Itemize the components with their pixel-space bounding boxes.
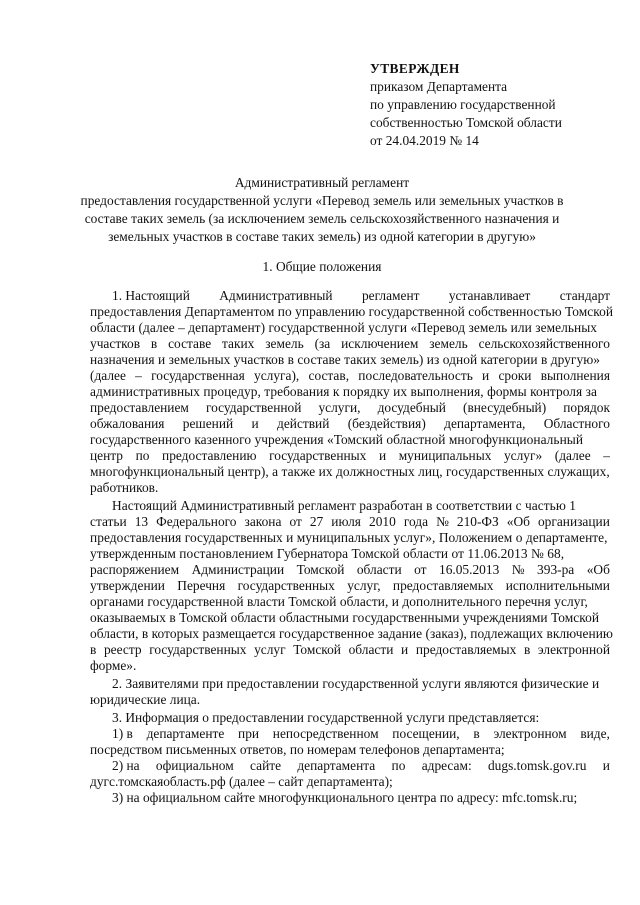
text-segment: адресам: — [421, 758, 472, 773]
text-segment: утвержденным постановлением Губернатора Томской области от 11.06.2013 № 68, — [90, 546, 565, 561]
text-line — [90, 626, 613, 642]
text-segment: государственных — [269, 448, 367, 463]
document-body — [90, 288, 614, 806]
text-line — [90, 726, 610, 742]
text-segment: последовательность — [358, 368, 473, 383]
text-segment: досудебный — [377, 400, 446, 415]
approval-line-2: по управлению государственной — [370, 97, 556, 112]
text-line — [90, 578, 610, 594]
text-segment: 27 — [309, 514, 324, 529]
text-segment: и — [602, 758, 610, 773]
text-segment: сроки — [498, 368, 532, 383]
text-segment: – — [603, 448, 610, 463]
text-segment: электронном — [493, 726, 567, 741]
document-title: Административный регламент — [234, 175, 410, 190]
document-subtitle — [70, 192, 574, 246]
text-segment: Федерального — [156, 514, 237, 529]
text-segment: при — [238, 726, 260, 741]
text-segment: «Об — [586, 562, 610, 577]
text-segment: области, в которых размещается государственное задание (заказ), подлежащих включению — [90, 626, 613, 641]
text-segment: исключением — [341, 336, 419, 351]
text-segment: 2. Заявителями при предоставлении государственной услуги являются физические и — [112, 676, 600, 691]
text-segment: посредством письменных ответов, по номерам телефонов департамента; — [90, 742, 505, 757]
text-line — [90, 400, 610, 416]
text-segment: года — [403, 514, 429, 529]
text-segment: по — [135, 448, 150, 463]
text-segment: dugs.tomsk.gov.ru — [487, 758, 587, 773]
text-segment: Перечня — [177, 578, 226, 593]
text-segment: услуг, — [347, 578, 381, 593]
text-segment: государственная — [151, 368, 245, 383]
text-segment: решений — [182, 416, 234, 431]
text-line — [90, 480, 610, 496]
text-segment: выполнения — [540, 368, 610, 383]
text-segment: устанавливает — [448, 288, 531, 303]
text-segment: состав, — [308, 368, 350, 383]
text-segment: сайте — [250, 758, 282, 773]
text-line — [90, 304, 614, 320]
text-line — [90, 464, 610, 480]
text-segment: по — [391, 758, 406, 773]
text-segment: в — [523, 642, 531, 657]
text-segment: утверждении — [90, 578, 165, 593]
text-segment: закона — [244, 514, 282, 529]
text-segment: муниципальных — [398, 448, 492, 463]
text-segment: форме». — [90, 658, 137, 673]
text-line — [90, 546, 610, 562]
text-segment: и — [482, 368, 490, 383]
text-segment: исполнительными — [505, 578, 610, 593]
text-segment: Административный — [219, 288, 333, 303]
text-segment: в — [150, 336, 158, 351]
text-segment: таких — [222, 336, 255, 351]
text-segment: государственного казенного учреждения «Томский областной многофункциональный — [90, 432, 584, 447]
text-line — [90, 742, 610, 758]
text-line — [90, 642, 610, 658]
text-segment: стандарт — [559, 288, 610, 303]
text-line — [90, 368, 610, 384]
text-segment: регламент — [361, 288, 420, 303]
text-segment: 210-ФЗ — [456, 514, 499, 529]
text-segment: государственной — [205, 400, 302, 415]
text-segment: 16.05.2013 — [439, 562, 500, 577]
approval-date-number: от 24.04.2019 № 14 — [370, 133, 479, 148]
text-segment: земель — [429, 336, 468, 351]
text-segment: предоставлением — [90, 400, 189, 415]
text-segment: органами государственной власти Томской области, и дополнительного перечня услуг, — [90, 594, 588, 609]
text-segment: виде, — [580, 726, 610, 741]
text-segment: предоставлению — [162, 448, 257, 463]
text-segment: (за — [314, 336, 331, 351]
text-line — [90, 352, 610, 368]
text-segment: многофункциональный центр), а также их должностных лиц, государственных служащих, — [90, 464, 610, 479]
text-segment: 2) на — [112, 758, 140, 773]
text-segment: 1. Настоящий — [112, 288, 190, 303]
text-segment: в — [473, 726, 480, 741]
text-line — [90, 774, 610, 790]
text-segment: Томской — [293, 642, 341, 657]
text-segment: 1) в — [112, 726, 133, 741]
text-segment: электронной — [537, 642, 610, 657]
text-segment: предоставления государственных и муниципальных услуг», Положением о департаменте, — [90, 530, 608, 545]
text-line — [90, 336, 610, 352]
text-segment: (далее — [554, 448, 591, 463]
text-segment: центр — [90, 448, 123, 463]
text-segment: реестр — [103, 642, 142, 657]
text-line — [90, 384, 610, 400]
text-segment: в — [90, 642, 97, 657]
text-segment: посещении, — [392, 726, 460, 741]
text-segment: участков — [90, 336, 141, 351]
text-segment: услуг» — [503, 448, 543, 463]
text-segment: департамента — [297, 758, 376, 773]
text-segment: дугс.томскаяобласть.рф (далее – сайт департамента); — [90, 774, 393, 789]
text-line — [90, 710, 610, 726]
text-segment: (бездействия) — [347, 416, 426, 431]
text-segment: Томской — [296, 562, 345, 577]
text-segment: сельскохозяйственного — [478, 336, 610, 351]
text-segment: от — [414, 562, 427, 577]
text-line — [90, 758, 610, 774]
text-line — [90, 514, 610, 530]
text-segment: Администрации — [191, 562, 285, 577]
text-segment: предоставляемых — [415, 642, 517, 657]
text-segment: 3. Информация о предоставлении государственной услуги представляется: — [112, 710, 540, 725]
text-segment: области — [356, 562, 402, 577]
text-segment: назначения и земельных участков в составе таких земель) из одной категории в другую» — [90, 352, 601, 367]
text-line — [90, 288, 610, 304]
text-line — [90, 530, 610, 546]
text-segment: предоставляемых — [392, 578, 494, 593]
text-segment: организации — [537, 514, 610, 529]
text-segment: предоставления Департаментом по управлению государственной собственностью Томской — [90, 304, 614, 319]
approval-line-1: приказом Департамента — [370, 79, 508, 94]
text-segment: распоряжением — [90, 562, 180, 577]
text-segment: и — [251, 416, 259, 431]
text-line — [90, 610, 610, 626]
text-segment: июля — [331, 514, 361, 529]
approval-line-3: собственностью Томской области — [370, 115, 562, 130]
subtitle-line: земельных участков в составе таких земель) из одной категории в другую» — [108, 229, 536, 244]
text-line — [90, 658, 610, 674]
text-segment: оказываемых в Томской области областными государственными учреждениями Томской — [90, 610, 600, 625]
text-line — [90, 692, 610, 708]
text-segment: государственных — [237, 578, 335, 593]
text-line — [90, 676, 610, 692]
text-segment: земель — [265, 336, 304, 351]
text-segment: департамента, — [444, 416, 526, 431]
text-segment: административных процедур, требования к порядку их выполнения, формы контроля за — [90, 384, 597, 399]
text-segment: департаменте — [146, 726, 225, 741]
text-line — [90, 594, 610, 610]
text-segment: услуга), — [254, 368, 300, 383]
text-segment: и — [378, 448, 387, 463]
approval-heading: УТВЕРЖДЕН — [370, 61, 460, 76]
subtitle-line: предоставления государственной услуги «Перевод земель или земельных участков в — [80, 193, 564, 208]
text-line — [90, 498, 610, 514]
text-segment: статьи — [90, 514, 127, 529]
text-segment: области (далее – департамент) государственной услуги «Перевод земель или земельных — [90, 320, 597, 335]
text-segment: действий — [277, 416, 330, 431]
section-heading: 1. Общие положения — [262, 259, 382, 274]
text-segment: (внесудебный) — [462, 400, 547, 415]
text-segment: 2010 — [369, 514, 396, 529]
subtitle-line: составе таких земель (за исключением земель сельскохозяйственного назначения и — [84, 211, 560, 226]
text-segment: 13 — [134, 514, 149, 529]
text-segment: Областного — [543, 416, 610, 431]
text-segment: (далее — [90, 368, 126, 383]
text-segment: услуги, — [318, 400, 361, 415]
text-segment: области — [348, 642, 394, 657]
text-line — [90, 320, 610, 336]
text-segment: от — [289, 514, 302, 529]
approval-stamp — [370, 60, 562, 150]
text-segment: 393-ра — [537, 562, 575, 577]
text-segment: государственных — [149, 642, 247, 657]
text-segment: порядок — [563, 400, 610, 415]
text-segment: Настоящий Административный регламент разработан в соответствии с частью 1 — [112, 498, 577, 513]
text-segment: составе — [168, 336, 212, 351]
text-segment: № — [436, 514, 449, 529]
text-segment: юридические лица. — [90, 692, 201, 707]
text-segment: 3) на официальном сайте многофункционального центра по адресу: mfc.tomsk.ru; — [112, 790, 578, 805]
text-line — [90, 448, 610, 464]
text-segment: № — [511, 562, 525, 577]
text-segment: «Об — [506, 514, 530, 529]
text-segment: непосредственном — [272, 726, 379, 741]
text-segment: обжалования — [90, 416, 165, 431]
text-line — [90, 562, 610, 578]
text-segment: и — [401, 642, 409, 657]
text-line — [90, 432, 610, 448]
text-line — [90, 416, 610, 432]
text-segment: – — [135, 368, 142, 383]
text-segment: официальном — [155, 758, 234, 773]
text-line — [90, 790, 610, 806]
text-segment: услуг — [254, 642, 286, 657]
text-segment: работников. — [90, 480, 159, 495]
